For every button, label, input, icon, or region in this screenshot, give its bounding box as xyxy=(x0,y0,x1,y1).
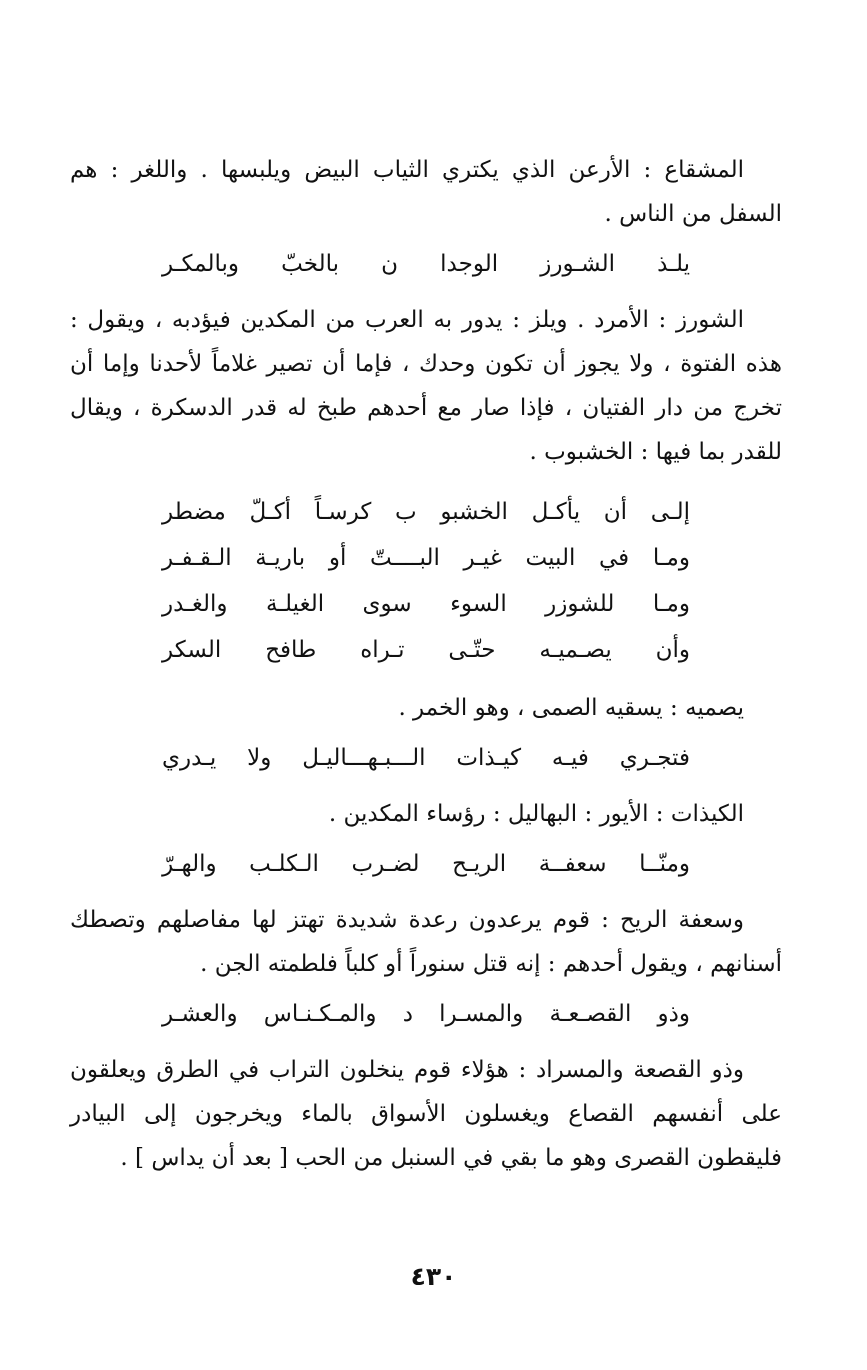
verse-word: تـراه xyxy=(360,637,405,663)
paragraph-yusmihi: يصميه : يسقيه الصمى ، وهو الخمر . xyxy=(398,695,744,721)
verse-word: ومـا xyxy=(652,591,690,617)
page-body xyxy=(70,148,782,1186)
verse-word: وبالمكـر xyxy=(162,251,239,277)
verse-word: للشوزر xyxy=(545,591,615,617)
verse-word: مضطر xyxy=(162,499,226,525)
verse-word: الـقـفـر xyxy=(162,545,232,571)
verse-word: الغيلـة xyxy=(265,591,325,617)
verse-line-4 xyxy=(162,584,690,624)
verse-word: فيـه xyxy=(551,745,589,771)
verse-word: وأن xyxy=(655,637,690,663)
verse-line-7 xyxy=(162,844,690,884)
paragraph-kaydhat: الكيذات : الأيور : البهاليل : رؤساء المكدين . xyxy=(328,801,744,827)
verse-word: الـــبـهـــاليـل xyxy=(302,745,426,771)
verse-word: يصـميـه xyxy=(539,637,612,663)
verse-line-3 xyxy=(162,538,690,578)
verse-word: كرسـاً xyxy=(314,499,372,525)
verse-block xyxy=(70,492,782,670)
verse-word: الـكلـب xyxy=(249,851,319,877)
verse-word: والغـدر xyxy=(162,591,228,617)
verse-word: كيـذات xyxy=(456,745,522,771)
paragraph-shawraz: الشورز : الأمرد . ويلز : يدور به العرب من المكدين فيؤدبه ، ويقول : هذه الفتوة ، ولا يجوز أن تكون وحدك ، فإما أن تصير غلاماً لأحدنا وإما أن تخرج من دار الفتيان ، فإذا صار مع أحدهم طبخ له قدر الدسكرة ، ويقال للقدر بما فيها : الخشبوب . xyxy=(70,307,782,465)
verse-word: البــــتّ xyxy=(369,545,440,571)
verse-word: طافح xyxy=(265,637,317,663)
verse-word: بالخبّ xyxy=(281,251,339,277)
verse-line-2 xyxy=(162,492,690,532)
verse-word: السكر xyxy=(162,637,222,663)
verse-word: والعشـر xyxy=(162,1001,238,1027)
paragraph-qasa: وذو القصعة والمسراد : هؤلاء قوم ينخلون التراب في الطرق ويعلقون على أنفسهم القصاع ويغسلون الأسواق بالماء ويخرجون إلى البيادر فليقطون القصرى وهو ما بقي في السنبل من الحب [ بعد أن يداس ] . xyxy=(70,1057,782,1171)
verse-word: فتجـري xyxy=(619,745,690,771)
verse-word: ومـا xyxy=(652,545,690,571)
verse-word: أكـلّ xyxy=(249,499,292,525)
verse-word: د xyxy=(402,1001,413,1027)
verse-word: ب xyxy=(395,499,417,525)
verse-word: القصـعـة xyxy=(549,1001,632,1027)
verse-word: يـدري xyxy=(162,745,217,771)
verse-word: لضـرب xyxy=(351,851,420,877)
verse-word: ولا xyxy=(247,745,272,771)
verse-word: ن xyxy=(381,251,399,277)
verse-line-8 xyxy=(162,994,690,1034)
verse-word: البيت xyxy=(525,545,576,571)
verse-word: أو xyxy=(328,545,347,571)
verse-word: الريـح xyxy=(452,851,507,877)
verse-word: والهـرّ xyxy=(162,851,217,877)
verse-word: أن xyxy=(603,499,628,525)
verse-word: والمـكـنـاس xyxy=(263,1001,377,1027)
verse-word: والمسـرا xyxy=(439,1001,524,1027)
verse-word: يلـذ xyxy=(657,251,690,277)
paragraph-saafat-alrih: وسعفة الريح : قوم يرعدون رعدة شديدة تهتز لها مفاصلهم وتصطك أسنانهم ، ويقول أحدهم : إنه قتل سنوراً أو كلباً فلطمته الجن . xyxy=(70,907,782,977)
verse-word: الوجدا xyxy=(440,251,499,277)
verse-line-1 xyxy=(162,244,690,284)
paragraph-mishqa: المشقاع : الأرعن الذي يكتري الثياب البيض ويلبسها . واللغر : هم السفل من الناس . xyxy=(70,157,782,227)
verse-word: باريـة xyxy=(255,545,306,571)
verse-word: في xyxy=(599,545,630,571)
verse-word: يأكـل xyxy=(531,499,581,525)
verse-word: غيـر xyxy=(463,545,502,571)
verse-word: سوى xyxy=(362,591,412,617)
verse-word: الخشبو xyxy=(440,499,508,525)
verse-line-6 xyxy=(162,738,690,778)
verse-word: السوء xyxy=(450,591,507,617)
verse-word: حتّـى xyxy=(448,637,496,663)
verse-word: الشـورز xyxy=(540,251,616,277)
verse-word: وذو xyxy=(657,1001,690,1027)
page-number: ٤٣٠ xyxy=(410,1262,457,1291)
verse-line-5 xyxy=(162,630,690,670)
verse-word: إلـى xyxy=(650,499,690,525)
verse-word: ومنّــا xyxy=(639,851,690,877)
verse-word: سعفــة xyxy=(538,851,607,877)
